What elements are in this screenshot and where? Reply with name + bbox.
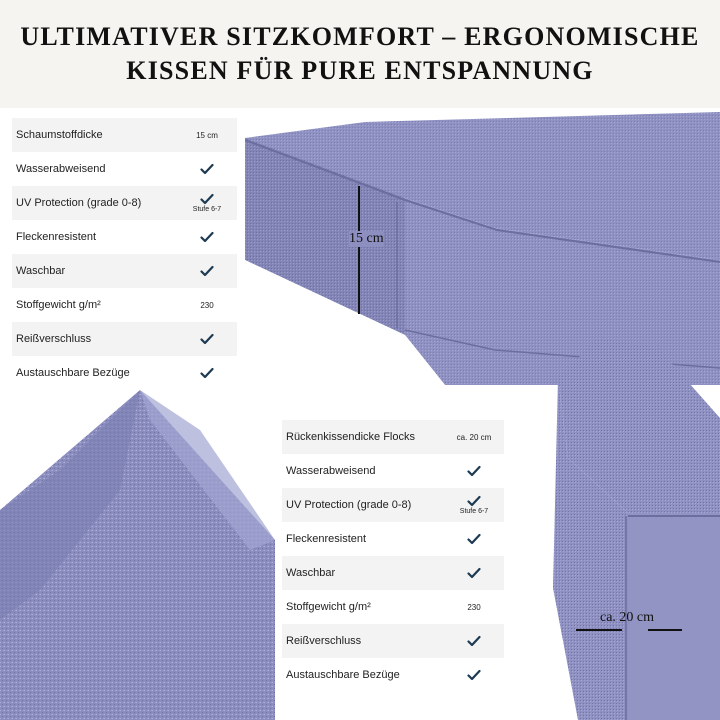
spec-value <box>177 118 237 152</box>
spec-label: Fleckenresistent <box>286 533 367 545</box>
page-header <box>0 0 720 108</box>
spec-value <box>444 522 504 556</box>
spec-label: Austauschbare Bezüge <box>16 367 130 379</box>
back-dimension-line-left <box>576 629 622 631</box>
checkmark-icon <box>200 193 214 205</box>
spec-label: Austauschbare Bezüge <box>286 669 400 681</box>
spec-label: Waschbar <box>286 567 336 579</box>
fabric-fold-illustration <box>0 390 275 720</box>
spec-row <box>282 658 504 692</box>
spec-label: Reißverschluss <box>286 635 362 647</box>
spec-label: UV Protection (grade 0-8) <box>286 499 412 511</box>
headline-line-1: ULTIMATIVER SITZKOMFORT – ERGONOMISCHE <box>20 22 700 51</box>
spec-note: Stufe 6-7 <box>459 508 489 515</box>
spec-value <box>177 254 237 288</box>
seat-cushion-spec-table <box>12 118 237 390</box>
spec-value <box>177 152 237 186</box>
back-cushion-spec-table <box>282 420 504 692</box>
back-cushion-illustration <box>548 338 720 720</box>
spec-value <box>177 322 237 356</box>
checkmark-icon <box>467 495 481 507</box>
seat-dimension-label: 15 cm <box>349 231 384 246</box>
checkmark-icon <box>200 265 214 277</box>
spec-label: Fleckenresistent <box>16 231 97 243</box>
spec-note: Stufe 6-7 <box>192 206 222 213</box>
spec-value <box>444 420 504 454</box>
headline-line-2: KISSEN FÜR PURE ENTSPANNUNG <box>126 56 594 85</box>
spec-row <box>282 624 504 658</box>
spec-row <box>12 152 237 186</box>
spec-row <box>12 288 237 322</box>
spec-row <box>12 186 237 220</box>
spec-row <box>12 220 237 254</box>
checkmark-icon <box>467 567 481 579</box>
back-dimension-line-right <box>648 629 682 631</box>
spec-value <box>444 488 504 522</box>
spec-value <box>444 454 504 488</box>
spec-value <box>444 658 504 692</box>
back-cushion-photo <box>548 338 720 720</box>
spec-label: Rückenkissendicke Flocks <box>286 431 415 443</box>
spec-row <box>282 556 504 590</box>
checkmark-icon <box>200 163 214 175</box>
spec-label: Reißverschluss <box>16 333 92 345</box>
spec-label: UV Protection (grade 0-8) <box>16 197 142 209</box>
spec-row <box>282 522 504 556</box>
back-dimension-label: ca. 20 cm <box>600 610 655 625</box>
spec-value <box>177 288 237 322</box>
checkmark-icon <box>200 231 214 243</box>
checkmark-icon <box>200 367 214 379</box>
seat-dimension-line <box>358 186 360 314</box>
fabric-closeup-photo <box>0 390 275 720</box>
spec-value <box>177 220 237 254</box>
spec-row <box>282 488 504 522</box>
spec-value-text: 230 <box>200 300 214 310</box>
spec-label: Schaumstoffdicke <box>16 129 103 141</box>
spec-row <box>282 420 504 454</box>
checkmark-icon <box>467 635 481 647</box>
spec-value <box>444 556 504 590</box>
spec-value-text: 230 <box>467 602 481 612</box>
spec-label: Waschbar <box>16 265 66 277</box>
spec-value <box>177 356 237 390</box>
spec-row <box>12 254 237 288</box>
spec-label: Stoffgewicht g/m² <box>286 601 371 613</box>
spec-value-text: 15 cm <box>196 130 218 140</box>
checkmark-icon <box>467 669 481 681</box>
spec-label: Stoffgewicht g/m² <box>16 299 101 311</box>
spec-value-text: ca. 20 cm <box>456 432 492 442</box>
spec-row <box>12 118 237 152</box>
spec-label: Wasserabweisend <box>286 465 376 477</box>
spec-row <box>282 454 504 488</box>
spec-label: Wasserabweisend <box>16 163 106 175</box>
checkmark-icon <box>467 465 481 477</box>
spec-row <box>12 356 237 390</box>
checkmark-icon <box>467 533 481 545</box>
spec-value <box>177 186 237 220</box>
spec-value <box>444 590 504 624</box>
spec-row <box>12 322 237 356</box>
spec-value <box>444 624 504 658</box>
checkmark-icon <box>200 333 214 345</box>
spec-row <box>282 590 504 624</box>
